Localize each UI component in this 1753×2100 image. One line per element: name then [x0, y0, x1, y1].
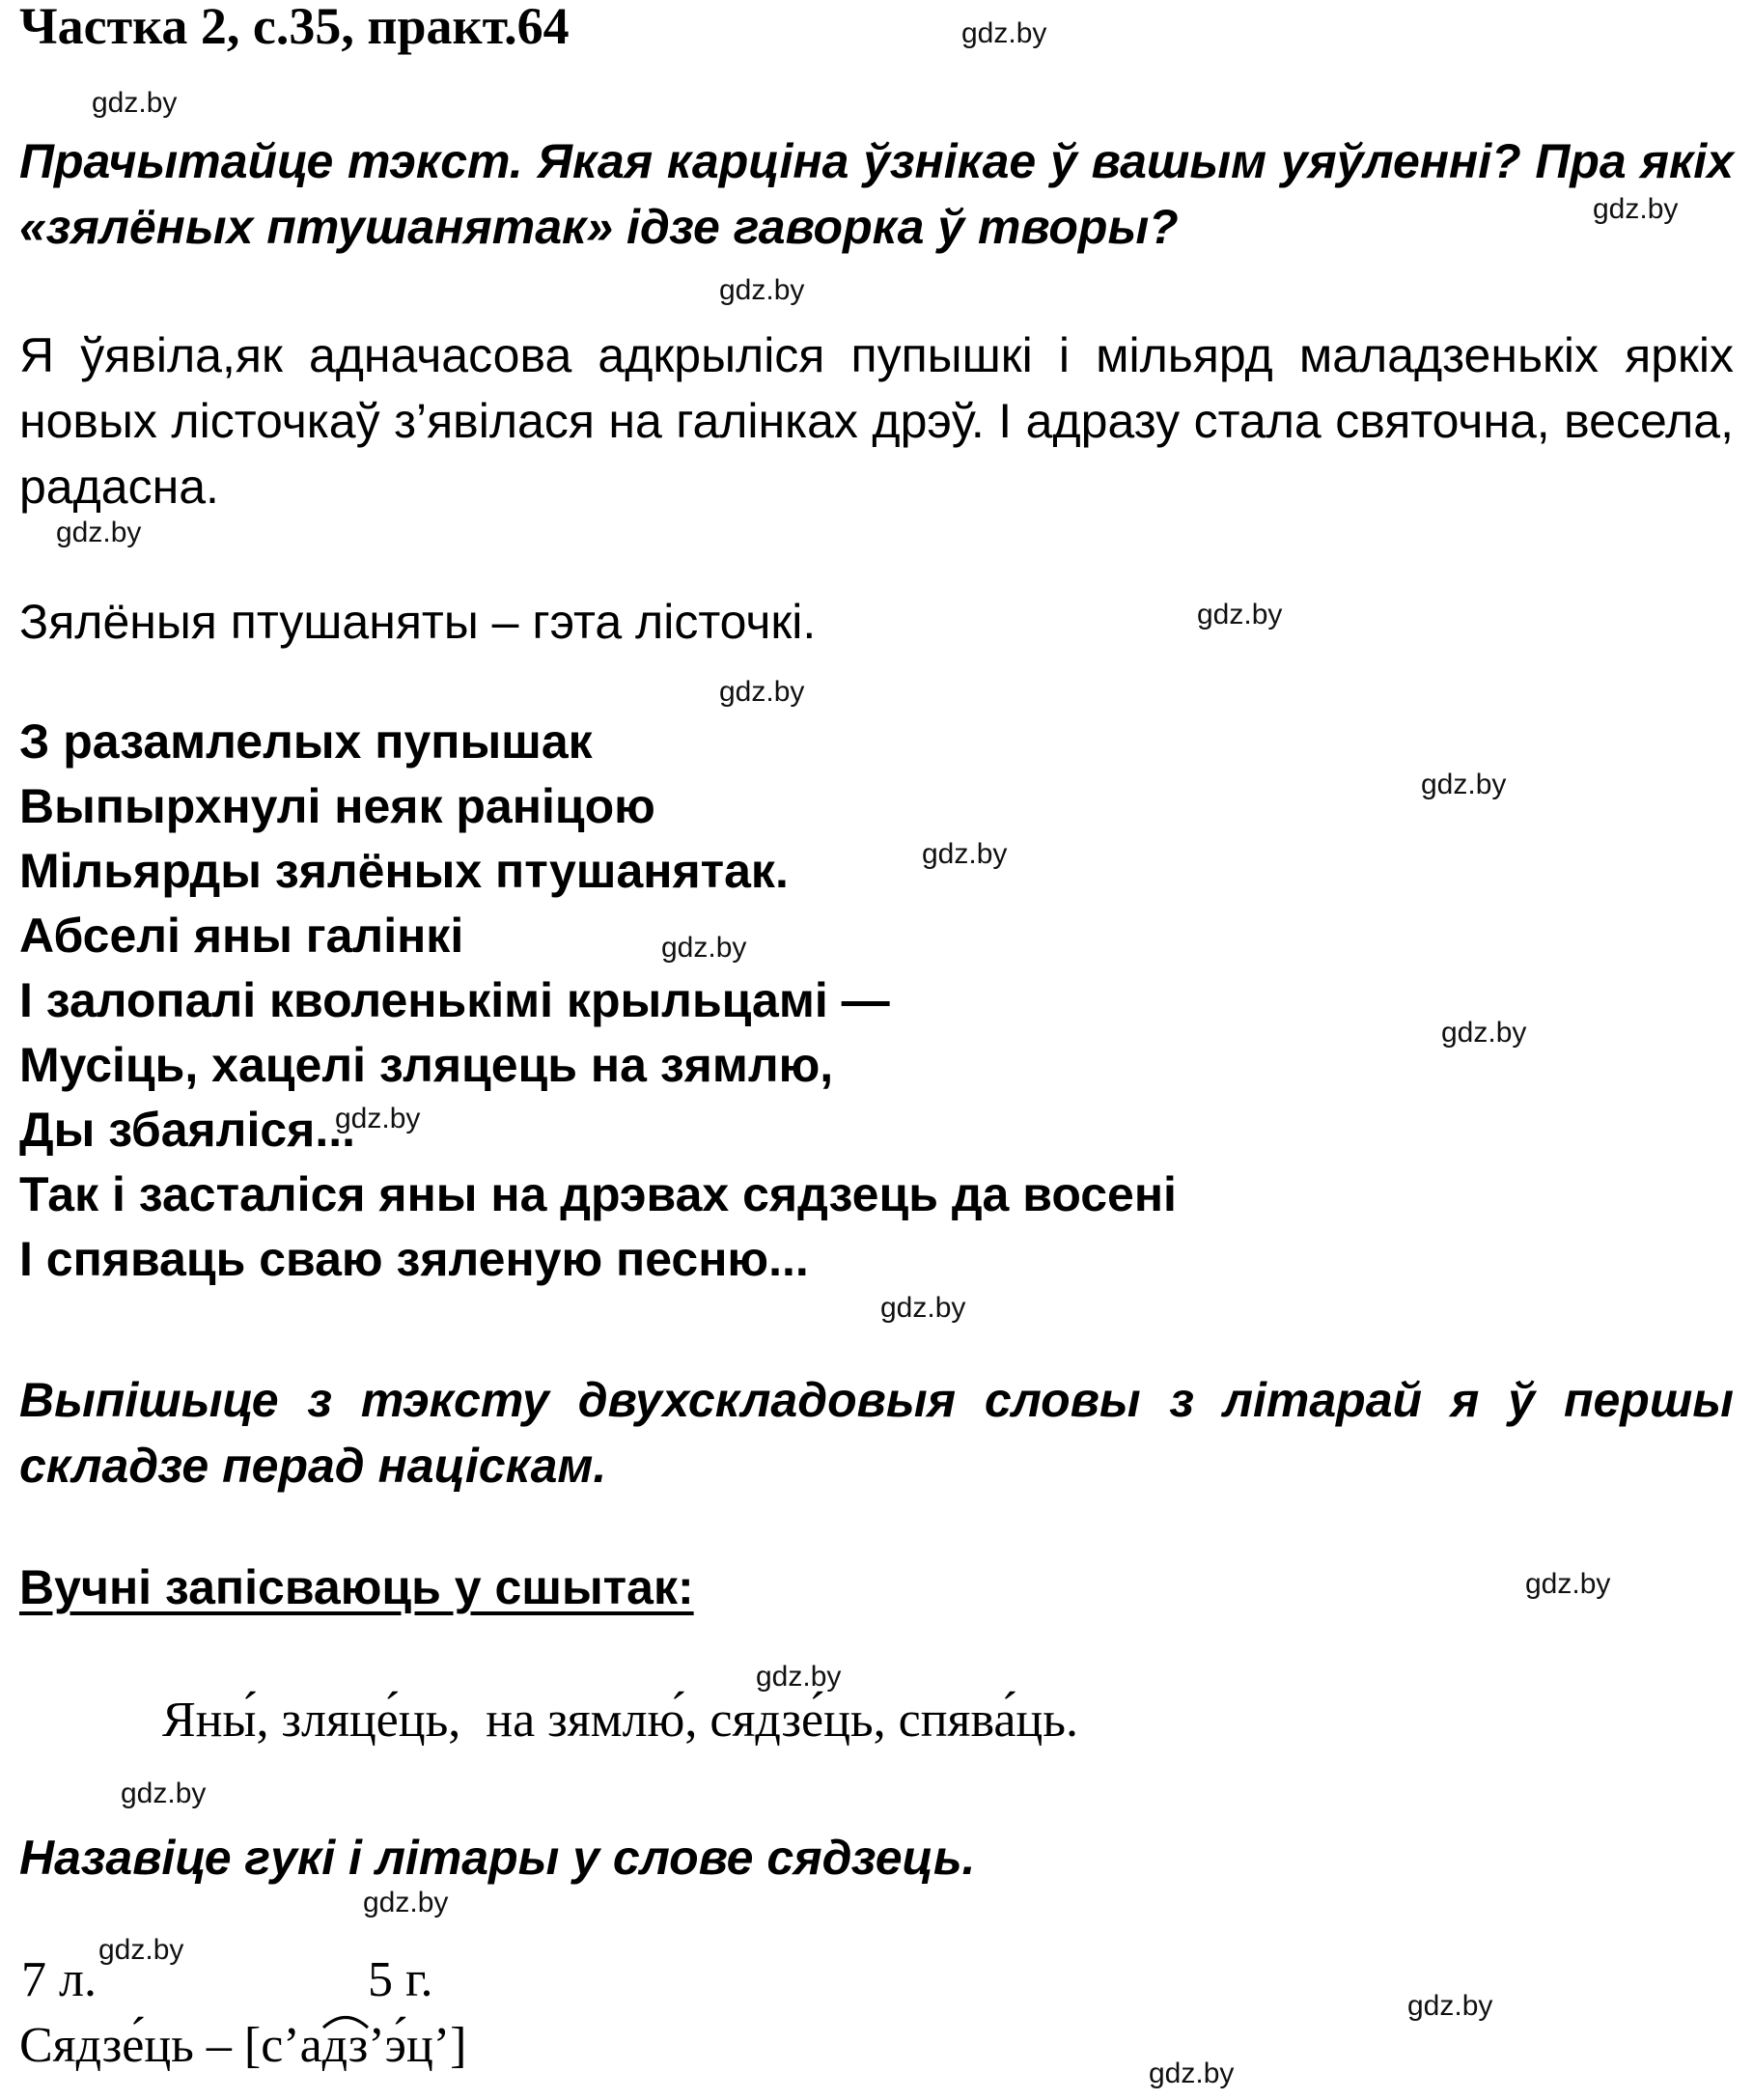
watermark: gdz.by — [1149, 2058, 1235, 2089]
watermark: gdz.by — [98, 1934, 184, 1966]
poem-line: Мільярды зялёных птушанятак. — [19, 844, 789, 898]
bracket-open: [ — [243, 2018, 262, 2073]
affricate-letters: дз — [321, 2018, 369, 2073]
watermark: gdz.by — [719, 274, 805, 306]
answer-imagined-picture: Я ўявіла,як адначасова адкрыліся пупышкі і мільярд маладзенькіх яркіх новых лісточкаў з’явілася на галінках дрэў. І адразу стала святочна, весела, радасна. — [19, 328, 1734, 514]
poem — [19, 710, 1177, 1292]
sounds-count: 5 г. — [368, 1952, 433, 2007]
answer-words: Яны́, зляце́ць, на зямлю́, сядзе́ць, спява́ць. — [162, 1693, 1078, 1748]
transcription-part2: ’э́ц’ — [368, 2018, 451, 2073]
poem-line: Абселі яны галінкі — [19, 909, 464, 963]
watermark: gdz.by — [92, 87, 178, 119]
affricate — [322, 2017, 369, 2074]
task-write-out-words: Выпішыце з тэксту двухскладовыя словы з літарай я ў першы складзе перад націскам. — [19, 1373, 1734, 1493]
transcription — [19, 2017, 466, 2074]
poem-line: Так і засталіся яны на дрэвах сядзець да восені — [19, 1167, 1177, 1221]
watermark: gdz.by — [335, 1103, 421, 1134]
poem-line: І залопалі кволенькімі крыльцамі — — [19, 973, 890, 1027]
watermark: gdz.by — [1407, 1990, 1493, 2022]
watermark: gdz.by — [56, 517, 142, 548]
watermark: gdz.by — [880, 1292, 966, 1324]
watermark: gdz.by — [1421, 769, 1507, 800]
poem-line: З разамлелых пупышак — [19, 714, 593, 769]
watermark: gdz.by — [1525, 1568, 1611, 1600]
bracket-close: ] — [450, 2018, 467, 2073]
poem-line: І спяваць сваю зяленую песню... — [19, 1232, 809, 1286]
watermark: gdz.by — [1593, 193, 1679, 225]
letters-count: 7 л. — [21, 1952, 97, 2007]
transcription-word: Сядзе́ць — [19, 2018, 194, 2073]
poem-line: Выпырхнулі неяк раніцою — [19, 779, 655, 833]
poem-line: Ды збаяліся... — [19, 1103, 355, 1157]
notebook-heading: Вучні запісваюць у сшытак: — [19, 1560, 694, 1614]
watermark: gdz.by — [363, 1887, 449, 1918]
task-sounds-letters: Назавіце гукі і літары у слове сядзець. — [19, 1831, 976, 1885]
page-title: Частка 2, с.35, практ.64 — [19, 0, 570, 55]
ligature-arc-icon — [320, 2011, 371, 2030]
watermark: gdz.by — [756, 1661, 842, 1693]
watermark: gdz.by — [1197, 599, 1283, 630]
task-read-text: Прачытайце тэкст. Якая карціна ўзнікае ў вашым уяўленні? Пра якіх «зялёных птушанятак» ідзе гаворка ў творы? — [19, 134, 1734, 254]
answer-green-chicks: Зялёныя птушаняты – гэта лісточкі. — [19, 595, 817, 649]
transcription-part1: с’а — [261, 2018, 322, 2073]
poem-line: Мусіць, хацелі зляцець на зямлю, — [19, 1038, 834, 1092]
watermark: gdz.by — [961, 17, 1047, 49]
watermark: gdz.by — [922, 838, 1008, 870]
watermark: gdz.by — [719, 676, 805, 708]
watermark: gdz.by — [121, 1778, 207, 1809]
watermark: gdz.by — [1441, 1017, 1527, 1049]
transcription-dash: – — [193, 2018, 244, 2073]
watermark: gdz.by — [661, 932, 747, 964]
